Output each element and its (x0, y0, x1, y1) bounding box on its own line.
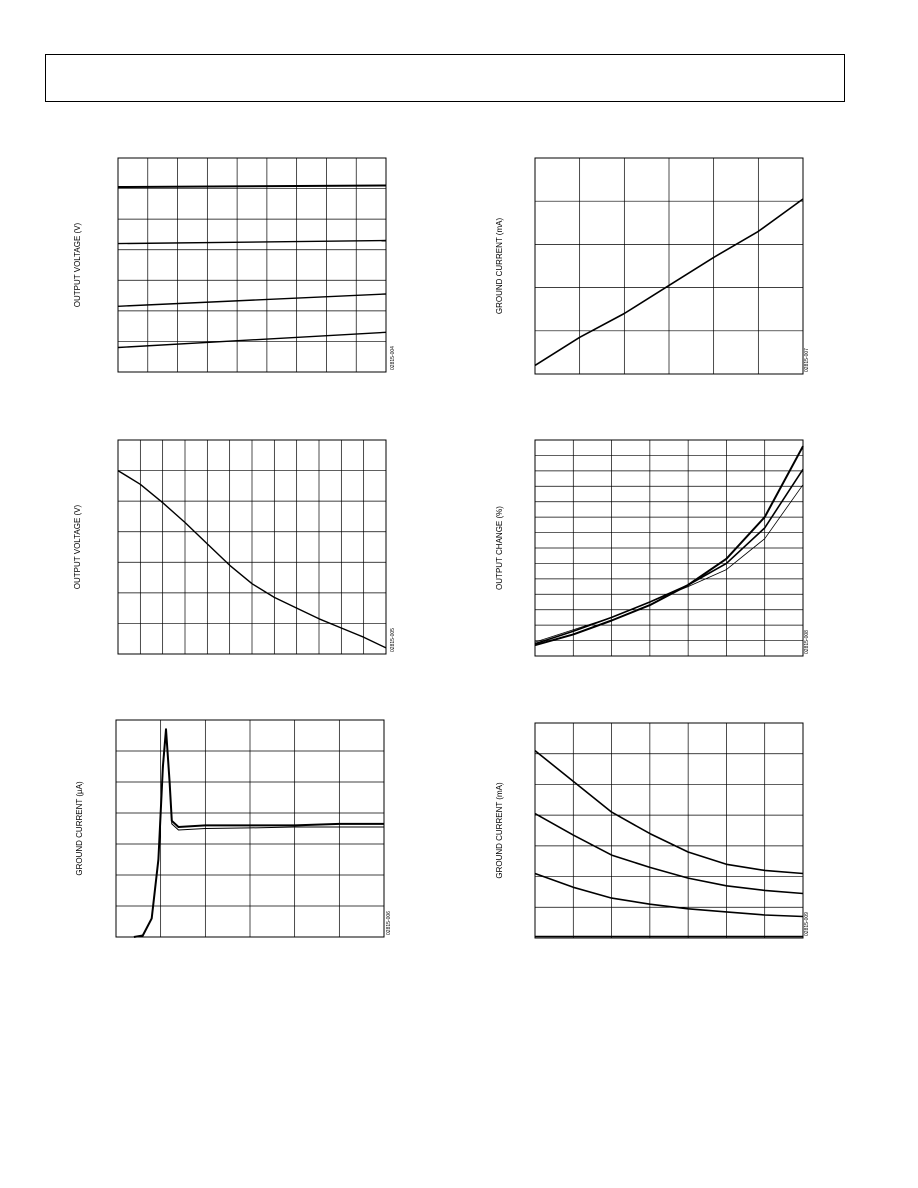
chart1-series-line-3 (118, 294, 386, 306)
chart5-figure-id: 02815-006 (386, 911, 392, 935)
chart2-figure-id: 02815-007 (804, 348, 810, 372)
chart1-group (73, 158, 396, 372)
chart5-y-axis-label: GROUND CURRENT (µA) (75, 781, 84, 876)
chart1-figure-id: 02815-004 (390, 346, 396, 370)
chart4-group (495, 440, 810, 656)
chart6-series-line-1 (535, 751, 803, 874)
chart6-series-line-3 (535, 874, 803, 917)
chart6-group (495, 723, 810, 938)
chart6-y-axis-label: GROUND CURRENT (mA) (495, 782, 504, 879)
chart1-series-line-1 (118, 186, 386, 188)
chart1-series-line-2 (118, 241, 386, 244)
chart5-group (75, 720, 392, 937)
chart2-group (495, 158, 810, 374)
chart6-figure-id: 02815-009 (804, 912, 810, 936)
chart1-y-axis-label: OUTPUT VOLTAGE (V) (73, 222, 82, 308)
chart4-y-axis-label: OUTPUT CHANGE (%) (495, 506, 504, 590)
chart4-series-line-1 (535, 446, 803, 645)
chart2-y-axis-label: GROUND CURRENT (mA) (495, 217, 504, 315)
chart4-series-line-2 (535, 469, 803, 643)
chart3-group (73, 440, 396, 654)
chart1-series-line-4 (118, 332, 386, 347)
chart6-series-line-2 (535, 814, 803, 894)
chart3-figure-id: 02815-005 (390, 628, 396, 652)
chart4-figure-id: 02815-008 (804, 630, 810, 654)
chart3-y-axis-label: OUTPUT VOLTAGE (V) (73, 504, 82, 590)
